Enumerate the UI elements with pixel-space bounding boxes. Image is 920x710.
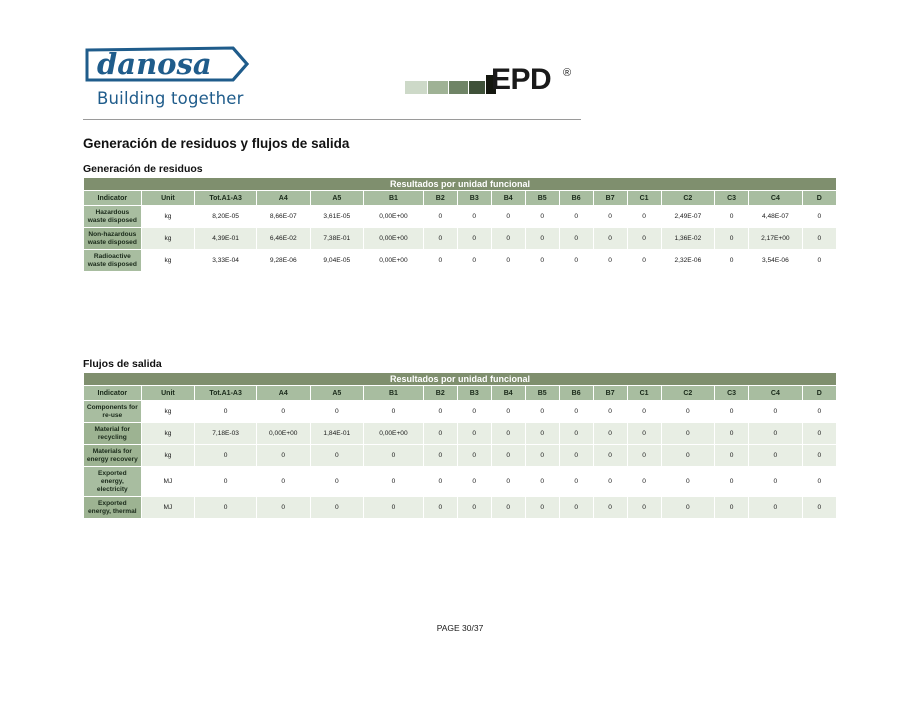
col-header-b2: B2 <box>423 191 457 206</box>
cell-a4: 0 <box>256 445 310 467</box>
cell-c1: 0 <box>627 401 661 423</box>
cell-b1: 0 <box>364 497 424 519</box>
cell-b3: 0 <box>457 497 491 519</box>
cell-b2: 0 <box>423 467 457 497</box>
row-indicator: Materials for energy recovery <box>84 445 142 467</box>
cell-b4: 0 <box>491 206 525 228</box>
cell-b3: 0 <box>457 250 491 272</box>
cell-b4: 0 <box>491 423 525 445</box>
cell-d: 0 <box>802 250 836 272</box>
cell-b7: 0 <box>593 206 627 228</box>
cell-a4: 0,00E+00 <box>256 423 310 445</box>
cell-c2: 0 <box>661 445 715 467</box>
col-header-c2: C2 <box>661 191 715 206</box>
col-header-b6: B6 <box>559 191 593 206</box>
cell-c3: 0 <box>715 423 749 445</box>
row-unit: MJ <box>141 467 195 497</box>
cell-b3: 0 <box>457 206 491 228</box>
epd-label: EPD <box>491 63 552 96</box>
danosa-logo <box>83 40 253 116</box>
row-indicator: Components for re-use <box>84 401 142 423</box>
cell-c4: 3,54E-06 <box>749 250 803 272</box>
row-unit: kg <box>141 228 195 250</box>
cell-a4: 6,46E-02 <box>256 228 310 250</box>
cell-b2: 0 <box>423 445 457 467</box>
cell-b2: 0 <box>423 423 457 445</box>
col-header-unit: Unit <box>141 191 195 206</box>
table-banner: Resultados por unidad funcional <box>84 178 837 191</box>
table-row <box>84 250 837 272</box>
cell-a5: 0 <box>310 467 364 497</box>
cell-d: 0 <box>802 423 836 445</box>
row-unit: kg <box>141 445 195 467</box>
cell-c2: 2,32E-06 <box>661 250 715 272</box>
col-header-b1: B1 <box>364 386 424 401</box>
cell-b2: 0 <box>423 497 457 519</box>
col-header-c1: C1 <box>627 386 661 401</box>
cell-c1: 0 <box>627 467 661 497</box>
cell-b1: 0,00E+00 <box>364 250 424 272</box>
header-divider <box>83 119 581 120</box>
cell-b3: 0 <box>457 228 491 250</box>
cell-c2: 2,49E-07 <box>661 206 715 228</box>
cell-b4: 0 <box>491 467 525 497</box>
col-header-c4: C4 <box>749 386 803 401</box>
cell-b5: 0 <box>525 206 559 228</box>
cell-c2: 0 <box>661 401 715 423</box>
table-row <box>84 497 837 519</box>
row-indicator: Non-hazardous waste disposed <box>84 228 142 250</box>
col-header-b7: B7 <box>593 386 627 401</box>
cell-a5: 0 <box>310 401 364 423</box>
col-header-c1: C1 <box>627 191 661 206</box>
col-header-indicator: Indicator <box>84 386 142 401</box>
cell-b2: 0 <box>423 228 457 250</box>
col-header-b4: B4 <box>491 191 525 206</box>
row-unit: kg <box>141 423 195 445</box>
table-row <box>84 228 837 250</box>
cell-b5: 0 <box>525 497 559 519</box>
col-header-c3: C3 <box>715 191 749 206</box>
col-header-b3: B3 <box>457 386 491 401</box>
cell-b1: 0 <box>364 467 424 497</box>
cell-b4: 0 <box>491 445 525 467</box>
row-indicator: Radioactive waste disposed <box>84 250 142 272</box>
cell-c3: 0 <box>715 497 749 519</box>
cell-b5: 0 <box>525 228 559 250</box>
cell-a5: 0 <box>310 445 364 467</box>
cell-b5: 0 <box>525 445 559 467</box>
cell-b1: 0,00E+00 <box>364 206 424 228</box>
epd-registered-mark: ® <box>563 67 572 79</box>
cell-b1: 0 <box>364 401 424 423</box>
cell-d: 0 <box>802 445 836 467</box>
col-header-c4: C4 <box>749 191 803 206</box>
cell-c3: 0 <box>715 206 749 228</box>
cell-b4: 0 <box>491 401 525 423</box>
section-heading-flujos: Flujos de salida <box>83 358 162 370</box>
cell-c2: 0 <box>661 423 715 445</box>
row-unit: kg <box>141 250 195 272</box>
page-header <box>83 40 581 118</box>
cell-c4: 0 <box>749 467 803 497</box>
cell-b7: 0 <box>593 423 627 445</box>
cell-c4: 0 <box>749 423 803 445</box>
row-unit: MJ <box>141 497 195 519</box>
col-header-b7: B7 <box>593 191 627 206</box>
cell-a4: 9,28E-06 <box>256 250 310 272</box>
cell-b7: 0 <box>593 445 627 467</box>
cell-a5: 1,84E-01 <box>310 423 364 445</box>
page-title: Generación de residuos y flujos de salida <box>83 136 350 151</box>
svg-text:danosa: danosa <box>97 47 212 81</box>
cell-d: 0 <box>802 206 836 228</box>
cell-c2: 0 <box>661 497 715 519</box>
danosa-wordmark-icon <box>83 40 251 88</box>
cell-b6: 0 <box>559 423 593 445</box>
col-header-b1: B1 <box>364 191 424 206</box>
cell-tot: 0 <box>195 401 257 423</box>
cell-b1: 0 <box>364 445 424 467</box>
cell-b6: 0 <box>559 497 593 519</box>
cell-b1: 0,00E+00 <box>364 423 424 445</box>
cell-c4: 0 <box>749 445 803 467</box>
row-indicator: Hazardous waste disposed <box>84 206 142 228</box>
col-header-b4: B4 <box>491 386 525 401</box>
cell-d: 0 <box>802 467 836 497</box>
cell-c3: 0 <box>715 467 749 497</box>
cell-a4: 0 <box>256 497 310 519</box>
col-header-a4: A4 <box>256 191 310 206</box>
cell-a4: 0 <box>256 401 310 423</box>
cell-c4: 2,17E+00 <box>749 228 803 250</box>
table-row <box>84 206 837 228</box>
row-indicator: Material for recycling <box>84 423 142 445</box>
col-header-a4: A4 <box>256 386 310 401</box>
cell-tot: 4,39E-01 <box>195 228 257 250</box>
cell-tot: 0 <box>195 467 257 497</box>
col-header-d: D <box>802 386 836 401</box>
table-row <box>84 423 837 445</box>
cell-b7: 0 <box>593 401 627 423</box>
row-unit: kg <box>141 206 195 228</box>
cell-c1: 0 <box>627 445 661 467</box>
col-header-c2: C2 <box>661 386 715 401</box>
cell-c3: 0 <box>715 228 749 250</box>
cell-b3: 0 <box>457 445 491 467</box>
row-indicator: Exported energy, electricity <box>84 467 142 497</box>
cell-tot: 3,33E-04 <box>195 250 257 272</box>
cell-a4: 0 <box>256 467 310 497</box>
cell-c2: 0 <box>661 467 715 497</box>
cell-d: 0 <box>802 228 836 250</box>
section-heading-residuos: Generación de residuos <box>83 163 203 175</box>
cell-b7: 0 <box>593 467 627 497</box>
col-header-b3: B3 <box>457 191 491 206</box>
table-row <box>84 467 837 497</box>
danosa-logo-mark <box>83 40 251 88</box>
cell-b3: 0 <box>457 423 491 445</box>
cell-c4: 0 <box>749 401 803 423</box>
table-row <box>84 401 837 423</box>
col-header-d: D <box>802 191 836 206</box>
col-header-tot: Tot.A1-A3 <box>195 386 257 401</box>
cell-b6: 0 <box>559 445 593 467</box>
table-banner: Resultados por unidad funcional <box>84 373 837 386</box>
cell-a5: 0 <box>310 497 364 519</box>
cell-c1: 0 <box>627 228 661 250</box>
cell-a4: 8,66E-07 <box>256 206 310 228</box>
table-row <box>84 445 837 467</box>
cell-b3: 0 <box>457 467 491 497</box>
cell-b5: 0 <box>525 467 559 497</box>
cell-a5: 7,38E-01 <box>310 228 364 250</box>
row-unit: kg <box>141 401 195 423</box>
cell-b5: 0 <box>525 401 559 423</box>
cell-tot: 7,18E-03 <box>195 423 257 445</box>
cell-b1: 0,00E+00 <box>364 228 424 250</box>
cell-b2: 0 <box>423 401 457 423</box>
cell-c1: 0 <box>627 497 661 519</box>
cell-b6: 0 <box>559 401 593 423</box>
col-header-b5: B5 <box>525 386 559 401</box>
cell-a5: 9,04E-05 <box>310 250 364 272</box>
cell-tot: 8,20E-05 <box>195 206 257 228</box>
cell-d: 0 <box>802 401 836 423</box>
epd-bars-icon <box>405 74 497 94</box>
row-indicator: Exported energy, thermal <box>84 497 142 519</box>
cell-b6: 0 <box>559 467 593 497</box>
cell-b5: 0 <box>525 250 559 272</box>
cell-tot: 0 <box>195 445 257 467</box>
col-header-b6: B6 <box>559 386 593 401</box>
cell-c4: 0 <box>749 497 803 519</box>
cell-c1: 0 <box>627 423 661 445</box>
cell-b7: 0 <box>593 228 627 250</box>
cell-b7: 0 <box>593 497 627 519</box>
col-header-b5: B5 <box>525 191 559 206</box>
col-header-b2: B2 <box>423 386 457 401</box>
cell-b6: 0 <box>559 206 593 228</box>
col-header-c3: C3 <box>715 386 749 401</box>
cell-b3: 0 <box>457 401 491 423</box>
cell-b2: 0 <box>423 250 457 272</box>
cell-c3: 0 <box>715 401 749 423</box>
output-flows-table <box>83 372 837 519</box>
cell-b6: 0 <box>559 228 593 250</box>
cell-c3: 0 <box>715 250 749 272</box>
cell-b4: 0 <box>491 228 525 250</box>
cell-tot: 0 <box>195 497 257 519</box>
cell-b5: 0 <box>525 423 559 445</box>
cell-a5: 3,61E-05 <box>310 206 364 228</box>
cell-b4: 0 <box>491 250 525 272</box>
cell-c1: 0 <box>627 206 661 228</box>
cell-c1: 0 <box>627 250 661 272</box>
danosa-tagline: Building together <box>97 89 244 108</box>
col-header-indicator: Indicator <box>84 191 142 206</box>
col-header-a5: A5 <box>310 191 364 206</box>
cell-b6: 0 <box>559 250 593 272</box>
col-header-unit: Unit <box>141 386 195 401</box>
cell-c4: 4,48E-07 <box>749 206 803 228</box>
waste-generation-table <box>83 177 837 272</box>
page-footer: PAGE 30/37 <box>436 623 484 633</box>
cell-c2: 1,36E-02 <box>661 228 715 250</box>
epd-logo <box>405 63 585 102</box>
cell-d: 0 <box>802 497 836 519</box>
cell-b4: 0 <box>491 497 525 519</box>
cell-c3: 0 <box>715 445 749 467</box>
cell-b2: 0 <box>423 206 457 228</box>
cell-b7: 0 <box>593 250 627 272</box>
col-header-a5: A5 <box>310 386 364 401</box>
col-header-tot: Tot.A1-A3 <box>195 191 257 206</box>
